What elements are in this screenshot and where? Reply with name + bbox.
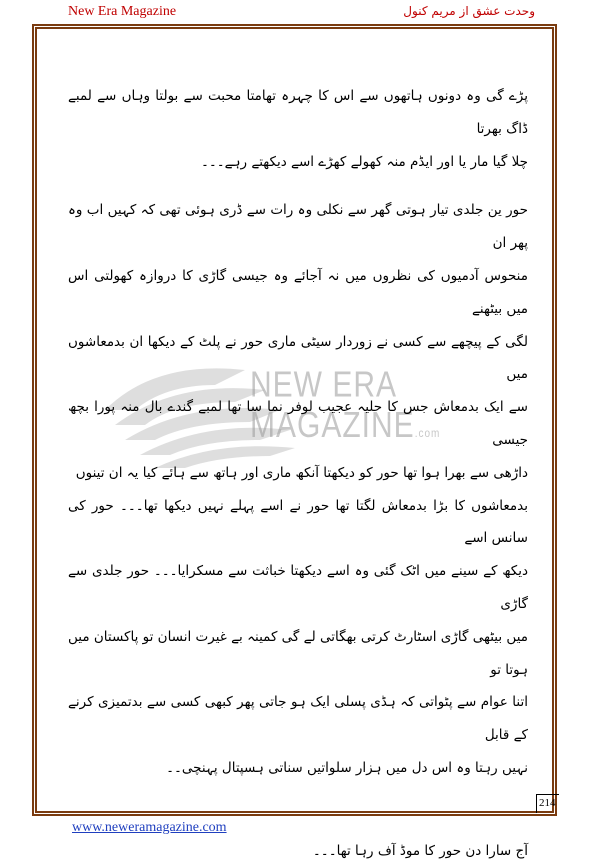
page-number: 214 [539, 797, 556, 809]
text-line: لگی کے پیچھے سے کسی نے زوردار سیٹی ماری حور نے پلٹ کے دیکھا ان بدمعاشوں میں [68, 333, 528, 383]
paragraph-3 [68, 835, 528, 868]
text-line: دیکھ کے سینے میں اٹک گئی وہ اسے دیکھتا خباثت سے مسکرایا۔۔۔ حور جلدی سے گاڑی [68, 563, 528, 612]
text-line: سے ایک بدمعاش جس کا حلیہ عجیب لوفر نما سا تھا لمبے گندے بال منہ پورا بچھ جیسی [68, 399, 528, 448]
magazine-name: New Era Magazine [68, 4, 177, 19]
text-line: بدمعاشوں کا بڑا بدمعاش لگتا تھا حور نے اسے پہلے نہیں دیکھا تھا۔۔۔ حور کی سانس اسے [68, 497, 528, 547]
text-line: منحوس آدمیوں کی نظروں میں نہ آجائے وہ جیسی گاڑی کا دروازہ کھولتی اس میں بیٹھنے [68, 267, 528, 317]
text-line: پڑے گی وہ دونوں ہاتھوں سے اس کا چہرہ تھامتا محبت سے بولتا وہاں سے لمبے ڈاگ بھرتا [68, 88, 528, 137]
text-line: داڑھی سے بھرا ہوا تھا حور کو دیکھتا آنکھ ماری اور ہاتھ سے ہائے کیا یہ ان تینوں [75, 464, 528, 481]
watermark-text: NEW ERA MAGAZINE.com [250, 365, 441, 446]
text-line: میں بیٹھی گاڑی اسٹارٹ کرتی بھگاتی لے گی کمینہ بے غیرت انسان تو پاکستان میں ہوتا تو [68, 628, 528, 678]
text-line: آج سارا دن حور کا موڈ آف رہا تھا۔۔۔ [312, 842, 528, 859]
text-line: حور ین جلدی تیار ہوتی گھر سے نکلی وہ رات سے ڈری ہوئی تھی کہ کہیں اب وہ پھر ان [68, 202, 528, 252]
story-text [68, 80, 528, 868]
novel-title: وحدت عشق از مریم کنول [403, 4, 535, 18]
text-line: چلا گیا مار یا اور ایڈم منہ کھولے کھڑے اسے دیکھتے رہے۔۔۔ [200, 153, 528, 170]
text-line: نہیں رہتا وہ اس دل میں ہزار سلواتیں سناتی ہسپتال پہنچی۔۔ [166, 759, 528, 776]
paragraph-2 [68, 194, 528, 784]
text-line: اتنا عوام سے پٹواتی کہ ہڈی پسلی ایک ہو جاتی پھر کبھی کسی سے بدتمیزی کرنے کے قابل [68, 694, 528, 744]
paragraph-1 [68, 80, 528, 178]
footer-website-link[interactable]: www.neweramagazine.com [72, 820, 227, 835]
